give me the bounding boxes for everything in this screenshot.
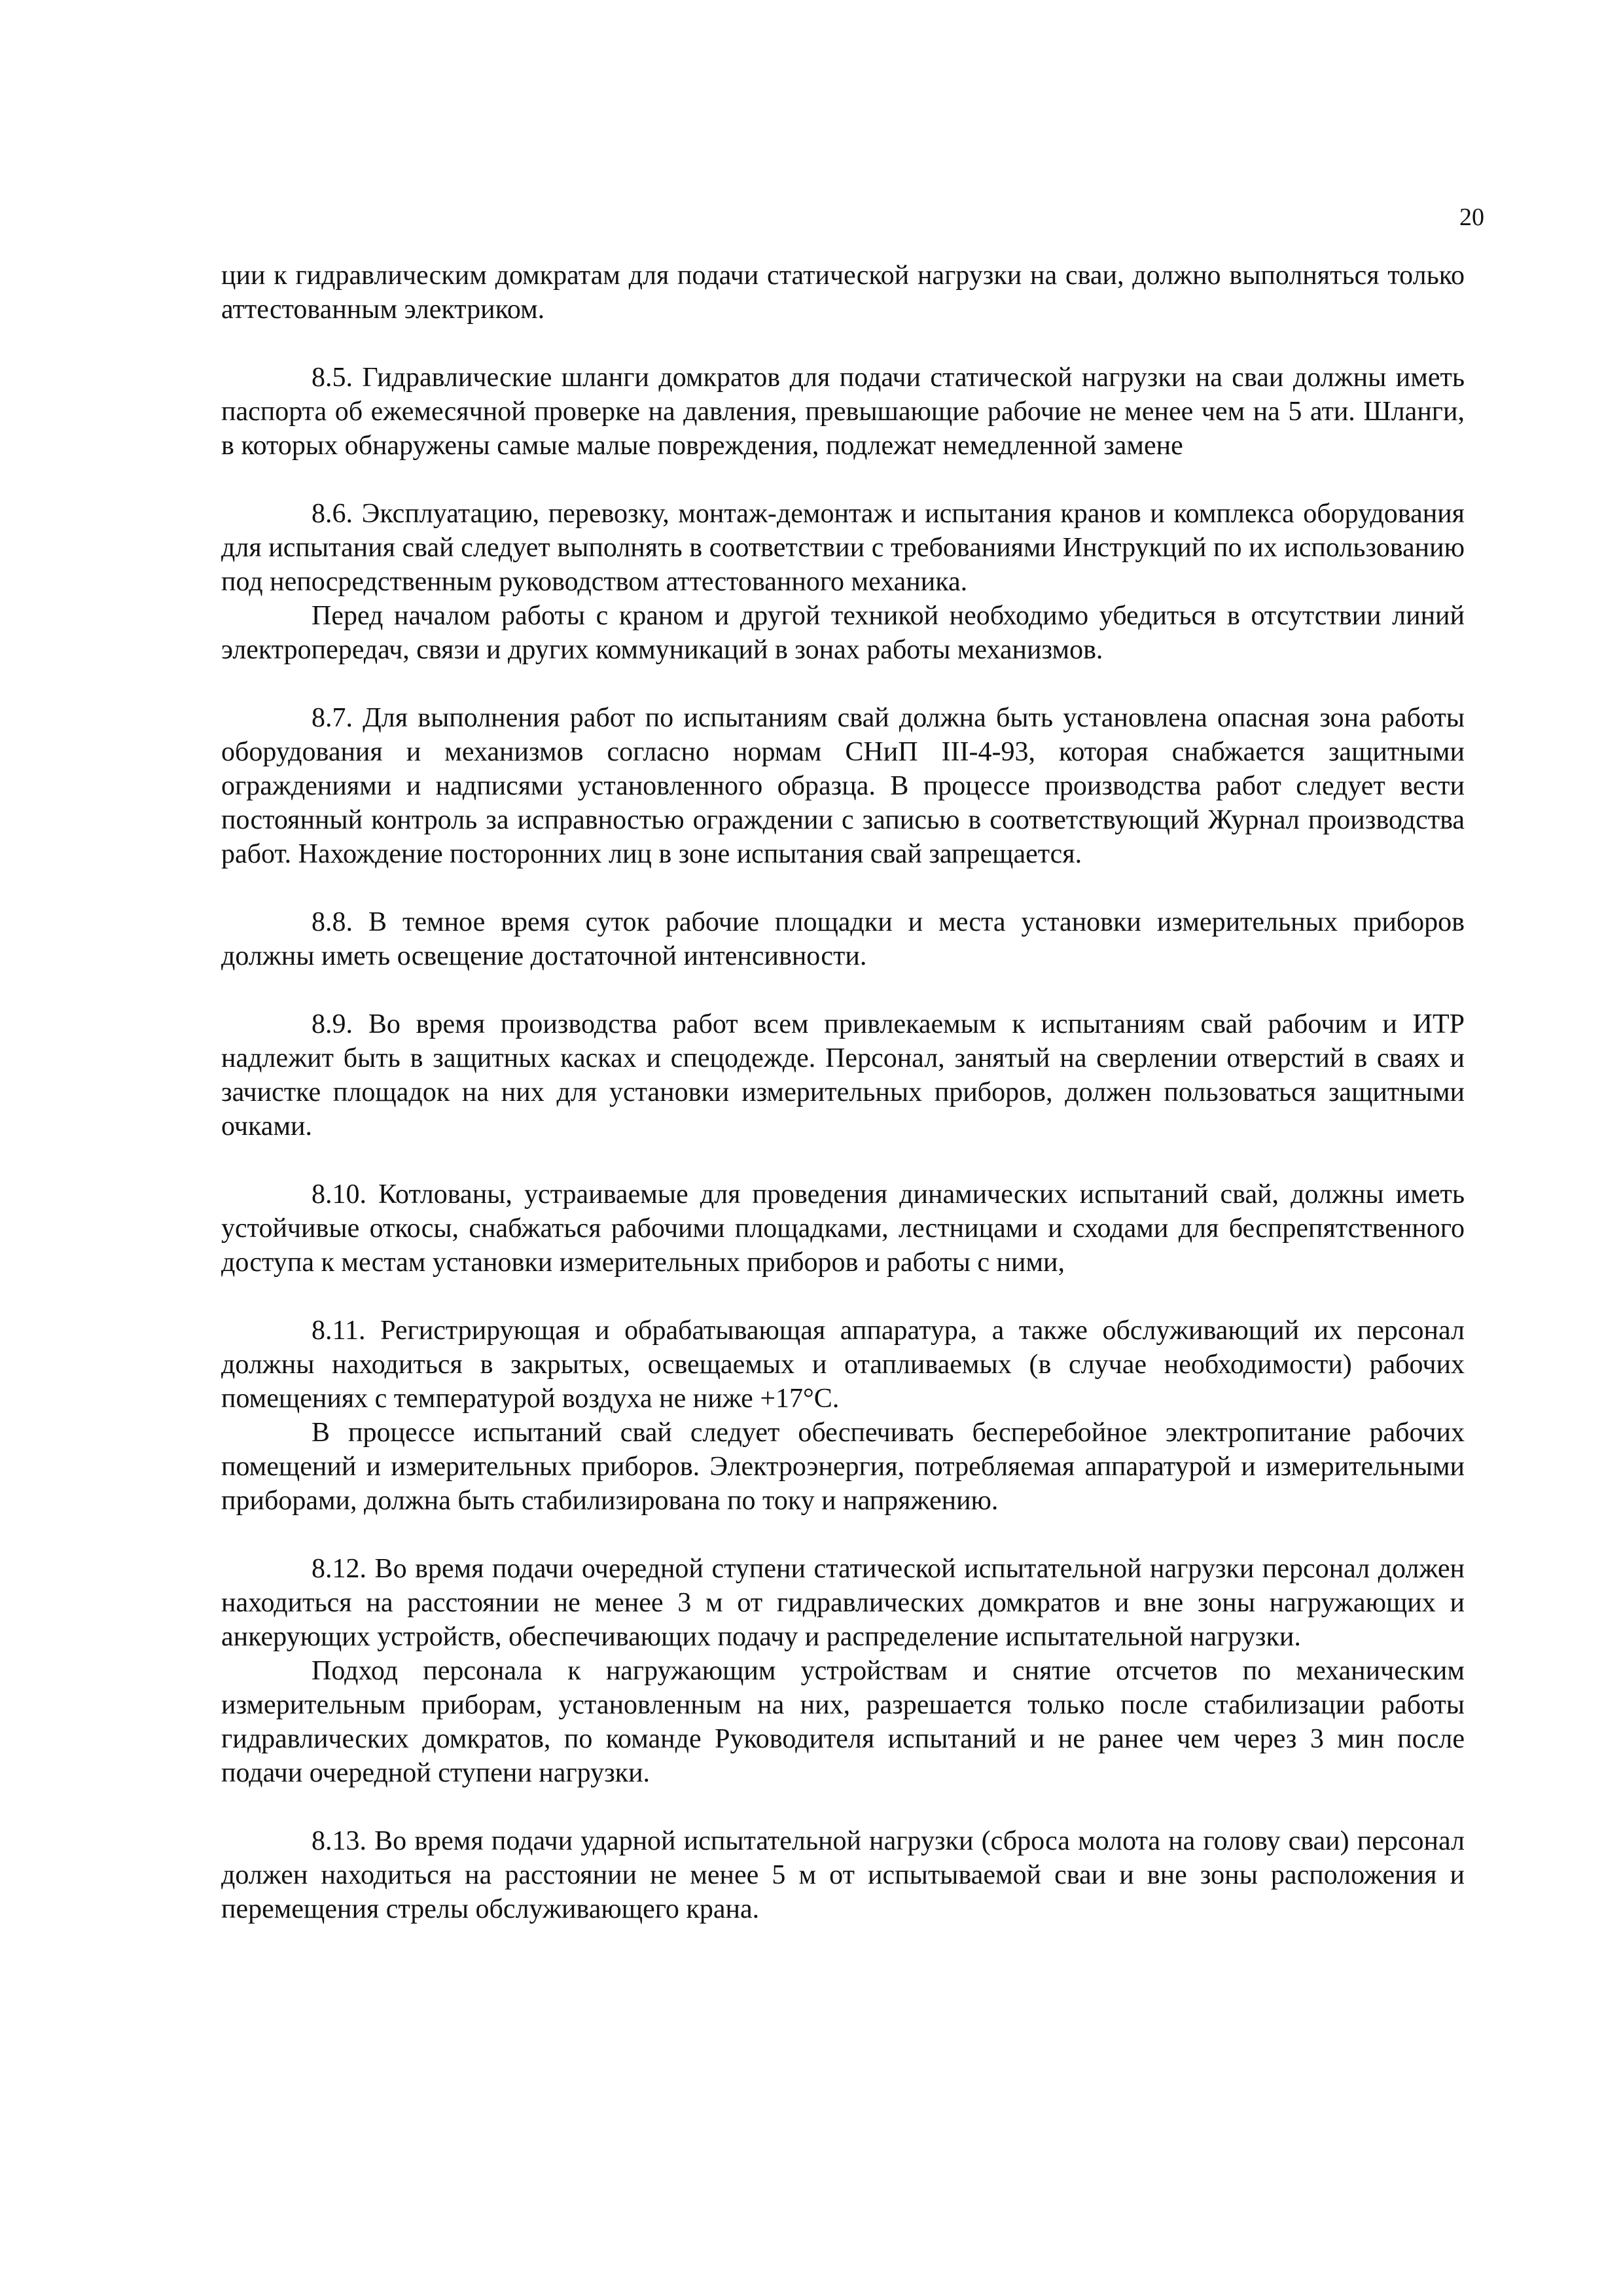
- paragraph-8-6-continued: Перед началом работы с краном и другой техникой необходимо убедиться в отсутствии линий электропередач, связи и других коммуникаций в зонах работы механизмов.: [221, 601, 1465, 665]
- paragraph-8-8: 8.8. В темное время суток рабочие площадки и места установки измерительных приборов должны иметь освещение достаточной интенсивности.: [221, 907, 1465, 971]
- paragraph-8-9: 8.9. Во время производства работ всем привлекаемым к испытаниям свай рабочим и ИТР надлежит быть в защитных касках и спецодежде. Персонал, занятый на сверлении отверстий в сваях и зачистке площадок на них для установки измерительных приборов, должен пользоваться защитными очками.: [221, 1009, 1465, 1141]
- paragraph-continuation: ции к гидравлическим домкратам для подачи статической нагрузки на сваи, должно выполняться только аттестованным электриком.: [221, 260, 1465, 325]
- page-number: 20: [1459, 204, 1484, 231]
- paragraph-8-12: 8.12. Во время подачи очередной ступени статической испытательной нагрузки персонал должен находиться на расстоянии не менее 3 м от гидравлических домкратов и вне зоны нагружающих и анкерующих устройств, обеспечивающих подачу и распределение испытательной нагрузки.: [221, 1554, 1465, 1652]
- paragraph-8-6: 8.6. Эксплуатацию, перевозку, монтаж-демонтаж и испытания кранов и комплекса оборудования для испытания свай следует выполнять в соответствии с требованиями Инструкций по их использованию под непосредственным руководством аттестованного механика.: [221, 499, 1465, 597]
- paragraph-8-12-continued: Подход персонала к нагружающим устройствам и снятие отсчетов по механическим измерительным приборам, установленным на них, разрешается только после стабилизации работы гидравлических домкратов, по команде Руководителя испытаний и не ранее чем через 3 мин после подачи очередной ступени нагрузки.: [221, 1656, 1465, 1788]
- paragraph-8-13: 8.13. Во время подачи ударной испытательной нагрузки (сброса молота на голову сваи) персонал должен находиться на расстоянии не менее 5 м от испытываемой сваи и вне зоны расположения и перемещения стрелы обслуживающего крана.: [221, 1826, 1465, 1924]
- paragraph-8-7: 8.7. Для выполнения работ по испытаниям свай должна быть установлена опасная зона работы оборудования и механизмов согласно нормам СНиП III-4-93, которая снабжается защитными ограждениями и надписями установленного образца. В процессе производства работ следует вести постоянный контроль за исправностью ограждении с записью в соответствующий Журнал производства работ. Нахождение посторонних лиц в зоне испытания свай запрещается.: [221, 703, 1465, 869]
- paragraph-8-5: 8.5. Гидравлические шланги домкратов для подачи статической нагрузки на сваи должны иметь паспорта об ежемесячной проверке на давления, превышающие рабочие не менее чем на 5 ати. Шланги, в которых обнаружены самые малые повреждения, подлежат немедленной замене: [221, 363, 1465, 461]
- document-body: [221, 259, 1465, 1926]
- paragraph-8-11: 8.11. Регистрирующая и обрабатывающая аппаратура, а также обслуживающий их персонал должны находиться в закрытых, освещаемых и отапливаемых (в случае необходимости) рабочих помещениях с температурой воздуха не ниже +17°С.: [221, 1316, 1465, 1414]
- paragraph-8-11-continued: В процессе испытаний свай следует обеспечивать бесперебойное электропитание рабочих помещений и измерительных приборов. Электроэнергия, потребляемая аппаратурой и измерительными приборами, должна быть стабилизирована по току и напряжению.: [221, 1418, 1465, 1516]
- paragraph-8-10: 8.10. Котлованы, устраиваемые для проведения динамических испытаний свай, должны иметь устойчивые откосы, снабжаться рабочими площадками, лестницами и сходами для беспрепятственного доступа к местам установки измерительных приборов и работы с ними,: [221, 1179, 1465, 1278]
